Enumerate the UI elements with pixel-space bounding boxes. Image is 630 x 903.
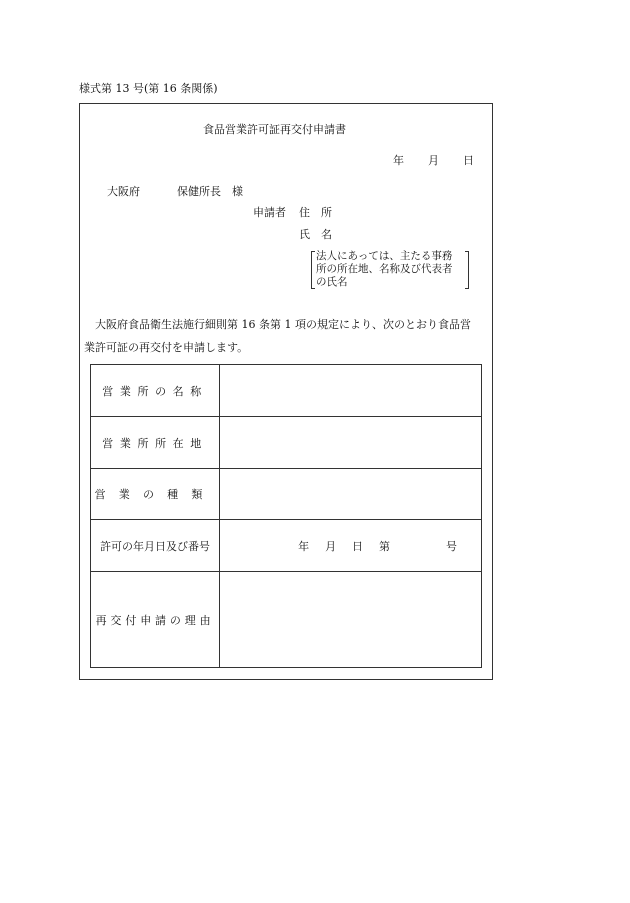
corporate-note-line: 法人にあっては、主たる事務 bbox=[316, 250, 453, 262]
date-month: 月 bbox=[428, 154, 439, 167]
corporate-note-line: の氏名 bbox=[316, 276, 348, 288]
applicant-label: 申請者 bbox=[253, 206, 286, 219]
addressee-prefecture: 大阪府 bbox=[107, 185, 140, 198]
body-line-1: 大阪府食品衛生法施行細則第 16 条第 1 項の規定により、次のとおり食品営 bbox=[95, 318, 471, 331]
form-number: 様式第 13 号(第 16 条関係) bbox=[79, 82, 218, 95]
application-table bbox=[90, 364, 482, 668]
applicant-name-label: 氏 名 bbox=[299, 228, 332, 241]
table-row bbox=[91, 572, 482, 668]
permit-date-number-field[interactable] bbox=[220, 520, 482, 572]
reissue-reason-field[interactable] bbox=[220, 572, 482, 668]
body-line-2: 業許可証の再交付を申請します。 bbox=[84, 341, 249, 354]
business-name-field[interactable] bbox=[220, 365, 482, 417]
table-row bbox=[91, 520, 482, 572]
table-row bbox=[91, 417, 482, 469]
permit-dai: 第 bbox=[379, 539, 390, 553]
business-type-field[interactable] bbox=[220, 469, 482, 520]
applicant-address-label: 住 所 bbox=[299, 206, 332, 219]
permit-date-number-label: 許可の年月日及び番号 bbox=[91, 520, 220, 572]
table-row bbox=[91, 469, 482, 520]
business-type-label: 営業の種類 bbox=[91, 469, 220, 520]
table-row bbox=[91, 365, 482, 417]
business-name-label: 営業所の名称 bbox=[91, 365, 220, 417]
permit-go: 号 bbox=[445, 539, 457, 553]
permit-day: 日 bbox=[352, 539, 364, 553]
reissue-reason-label: 再交付申請の理由 bbox=[91, 572, 220, 668]
corporate-note-line: 所の所在地、名称及び代表者 bbox=[316, 263, 453, 275]
date-day: 日 bbox=[463, 154, 474, 167]
permit-month: 月 bbox=[325, 539, 337, 553]
business-location-label: 営業所所在地 bbox=[91, 417, 220, 469]
business-location-field[interactable] bbox=[220, 417, 482, 469]
corporate-note bbox=[312, 250, 468, 290]
date-year: 年 bbox=[393, 154, 404, 167]
addressee-office: 保健所長 様 bbox=[177, 185, 243, 198]
document-title: 食品営業許可証再交付申請書 bbox=[203, 123, 346, 136]
permit-year: 年 bbox=[298, 539, 310, 553]
